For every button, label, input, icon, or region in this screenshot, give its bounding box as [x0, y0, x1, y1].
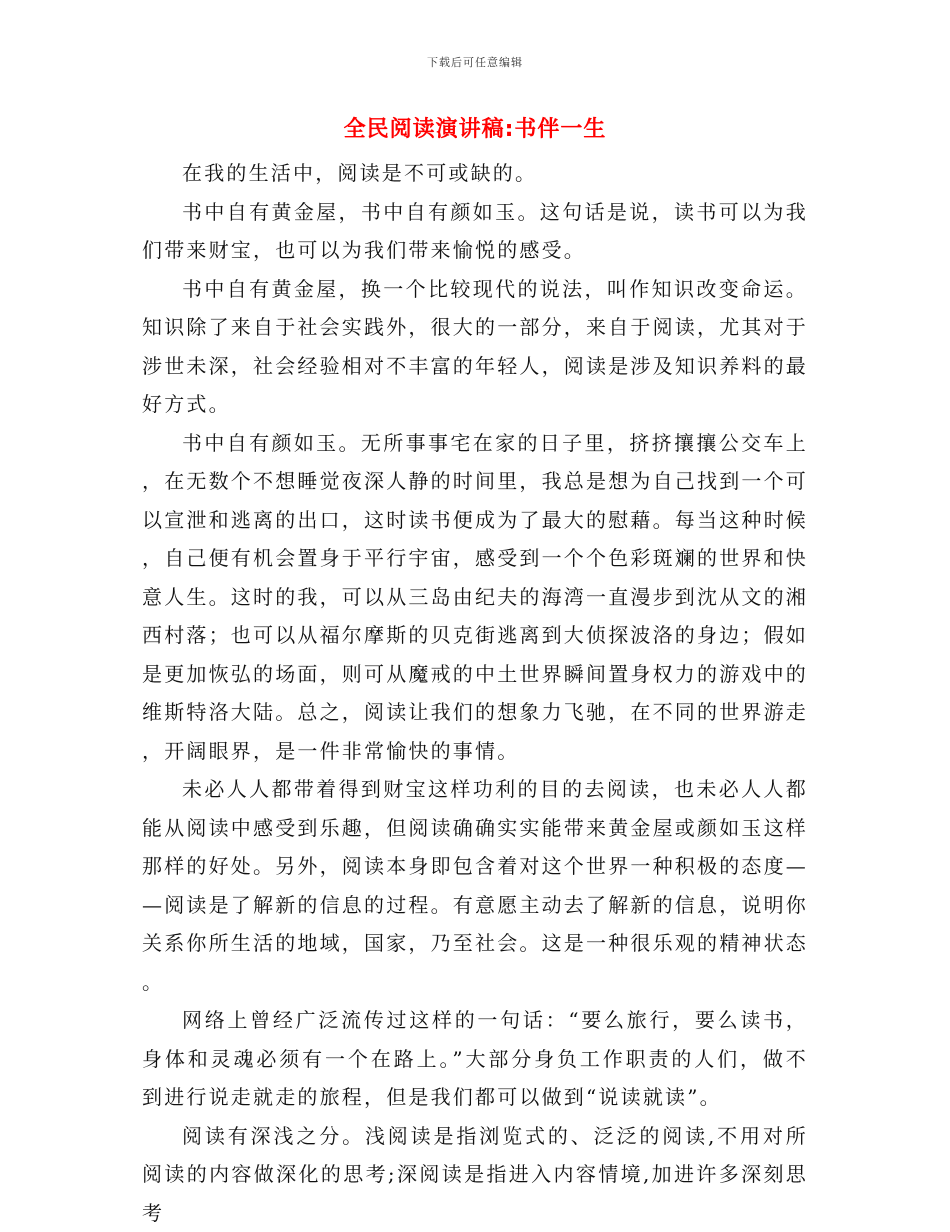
paragraph: 书中自有颜如玉。无所事事宅在家的日子里，挤挤攘攘公交车上，在无数个不想睡觉夜深人静的时间里，我总是想为自己找到一个可以宣泄和逃离的出口，这时读书便成为了最大的慰藉。每当这种时候，自己便有机会置身于平行宇宙，感受到一个个色彩斑斓的世界和快意人生。这时的我，可以从三岛由纪夫的海湾一直漫步到沈从文的湘西村落；也可以从福尔摩斯的贝克街逃离到大侦探波洛的身边；假如是更加恢弘的场面，则可从魔戒的中土世界瞬间置身权力的游戏中的维斯特洛大陆。总之，阅读让我们的想象力飞驰，在不同的世界游走，开阔眼界，是一件非常愉快的事情。: [142, 424, 808, 771]
paragraph: 未必人人都带着得到财宝这样功利的目的去阅读，也未必人人都能从阅读中感受到乐趣，但阅读确确实实能带来黄金屋或颜如玉这样那样的好处。另外，阅读本身即包含着对这个世界一种积极的态度——阅读是了解新的信息的过程。有意愿主动去了解新的信息，说明你关系你所生活的地域，国家，乃至社会。这是一种很乐观的精神状态。: [142, 770, 808, 1001]
header-note: 下载后可任意编辑: [0, 54, 950, 70]
paragraph: 书中自有黄金屋，书中自有颜如玉。这句话是说，读书可以为我们带来财宝，也可以为我们带来愉悦的感受。: [142, 193, 808, 270]
document-title: 全民阅读演讲稿:书伴一生: [0, 112, 950, 143]
paragraph: 阅读有深浅之分。浅阅读是指浏览式的、泛泛的阅读,不用对所阅读的内容做深化的思考;深阅读是指进入内容情境,加进许多深刻思考: [142, 1117, 808, 1232]
paragraph: 书中自有黄金屋，换一个比较现代的说法，叫作知识改变命运。知识除了来自于社会实践外，很大的一部分，来自于阅读，尤其对于涉世未深，社会经验相对不丰富的年轻人，阅读是涉及知识养料的最好方式。: [142, 270, 808, 424]
paragraph: 在我的生活中，阅读是不可或缺的。: [142, 154, 808, 193]
document-body: [142, 154, 808, 1232]
paragraph: 网络上曾经广泛流传过这样的一句话：“要么旅行，要么读书，身体和灵魂必须有一个在路上。”大部分身负工作职责的人们，做不到进行说走就走的旅程，但是我们都可以做到“说读就读”。: [142, 1001, 808, 1117]
